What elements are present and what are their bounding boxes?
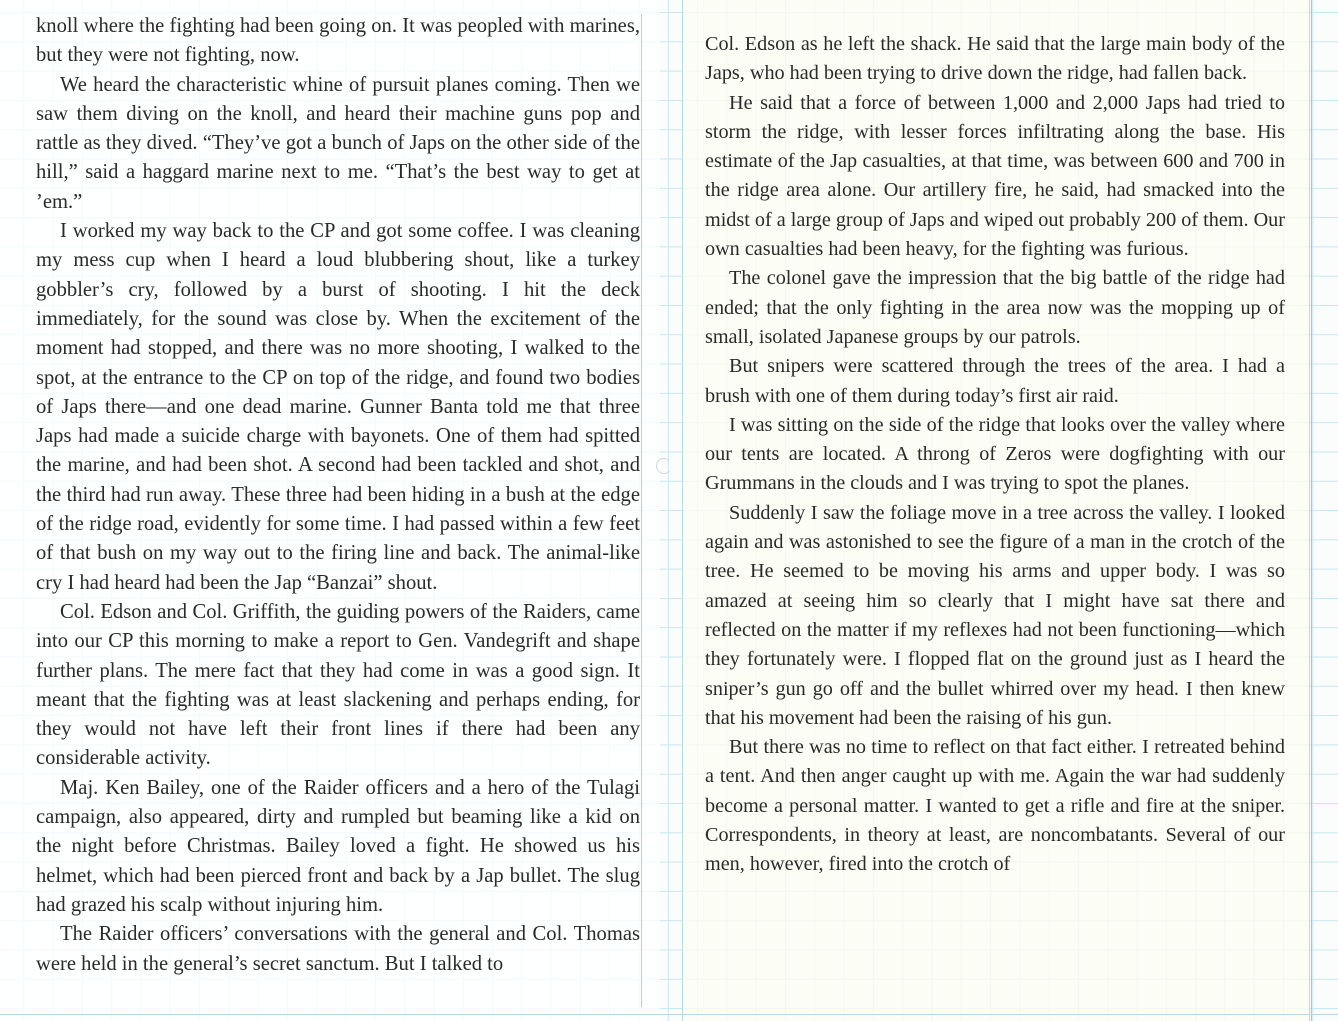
- right-paragraph-2: He said that a force of between 1,000 and 2,000 Japs had tried to storm the ridge, with lesser forces infiltrating along the base. His estimate of the Jap casualties, at that time, was between 600 and 700 in the ridge area alone. Our artillery fire, he said, had smacked into the midst of a large group of Japs and wiped out probably 200 of them. Our own casualties had been heavy, for the fighting was furious.: [705, 91, 1285, 261]
- left-paragraph-3: I worked my way back to the CP and got some coffee. I was cleaning my mess cup when I heard a loud blubbering shout, like a turkey gobbler’s cry, followed by a burst of shooting. I hit the deck immediately, for the sound was close by. When the excitement of the moment had stopped, and there was no more shooting, I walked to the spot, at the entrance to the CP on top of the ridge, and found two bodies of Japs there—and one dead marine. Gunner Banta told me that three Japs had made a suicide charge with bayonets. One of them had spitted the marine, and had been shot. A second had been tackled and shot, and the third had run away. These three had been hiding in a bush at the edge of the ridge road, evidently for some time. I had passed within a few feet of that bush on my way out to the firing line and back. The animal-like cry I had heard had been the Jap “Banzai” shout.: [36, 220, 640, 594]
- left-paragraph-5: Maj. Ken Bailey, one of the Raider officers and a hero of the Tulagi campaign, also appeared, dirty and rumpled but beaming like a kid on the night before Christmas. Bailey loved a fight. He showed us his helmet, which had been pierced front and back by a Jap bullet. The slug had grazed his scalp without injuring him.: [36, 776, 640, 916]
- right-paragraph-5: I was sitting on the side of the ridge that looks over the valley where our tents are located. A throng of Zeros were dogfighting with our Grummans in the clouds and I was trying to spot the planes.: [705, 413, 1285, 495]
- right-page-column: [682, 0, 1310, 1021]
- paper-smudge: [656, 458, 672, 474]
- left-paragraph-1: knoll where the fighting had been going on. It was peopled with marines, but they were not fighting, now.: [36, 15, 640, 67]
- left-paragraph-6: The Raider officers’ conversations with the general and Col. Thomas were held in the general’s secret sanctum. But I talked to: [36, 923, 640, 975]
- bottom-margin-rule: [0, 1014, 1338, 1015]
- right-paragraph-7: But there was no time to reflect on that fact either. I retreated behind a tent. And then anger caught up with me. Again the war had suddenly become a personal matter. I wanted to get a rifle and fire at the sniper. Correspondents, in theory at least, are noncombatants. Several of our men, however, fired into the crotch of: [705, 736, 1285, 876]
- right-paragraph-3: The colonel gave the impression that the big battle of the ridge had ended; that the only fighting in the area now was the mopping up of small, isolated Japanese groups by our patrols.: [705, 267, 1285, 348]
- right-paragraph-4: But snipers were scattered through the trees of the area. I had a brush with one of them during today’s first air raid.: [705, 355, 1285, 407]
- right-paragraph-6: Suddenly I saw the foliage move in a tree across the valley. I looked again and was astonished to see the figure of a man in the crotch of the tree. He seemed to be moving his arms and upper body. I was so amazed at seeing him so clearly that I might have sat there and reflected on the matter if my reflexes had not been functioning—which they fortunately were. I flopped flat on the ground just as I heard the sniper’s gun go off and the bullet whirred over my head. I then knew that his movement had been the raising of his gun.: [705, 501, 1285, 729]
- grid-margin-rule: [1311, 0, 1338, 1021]
- left-page-column: [0, 0, 660, 1021]
- left-paragraph-4: Col. Edson and Col. Griffith, the guiding powers of the Raiders, came into our CP this morning to make a report to Gen. Vandegrift and shape further plans. The mere fact that they had come in was a good sign. It meant that the fighting was at least slackening and perhaps ending, for they would not have left their front lines if there had been any considerable activity.: [36, 600, 640, 770]
- left-paragraph-2: We heard the characteristic whine of pursuit planes coming. Then we saw them diving on the knoll, and heard their machine guns pop and rattle as they dived. “They’ve got a bunch of Japs on the other side of the hill,” said a haggard marine next to me. “That’s the best way to get at ’em.”: [36, 73, 640, 213]
- right-paragraph-1: Col. Edson as he left the shack. He said that the large main body of the Japs, who had been trying to drive down the ridge, had fallen back.: [705, 33, 1285, 85]
